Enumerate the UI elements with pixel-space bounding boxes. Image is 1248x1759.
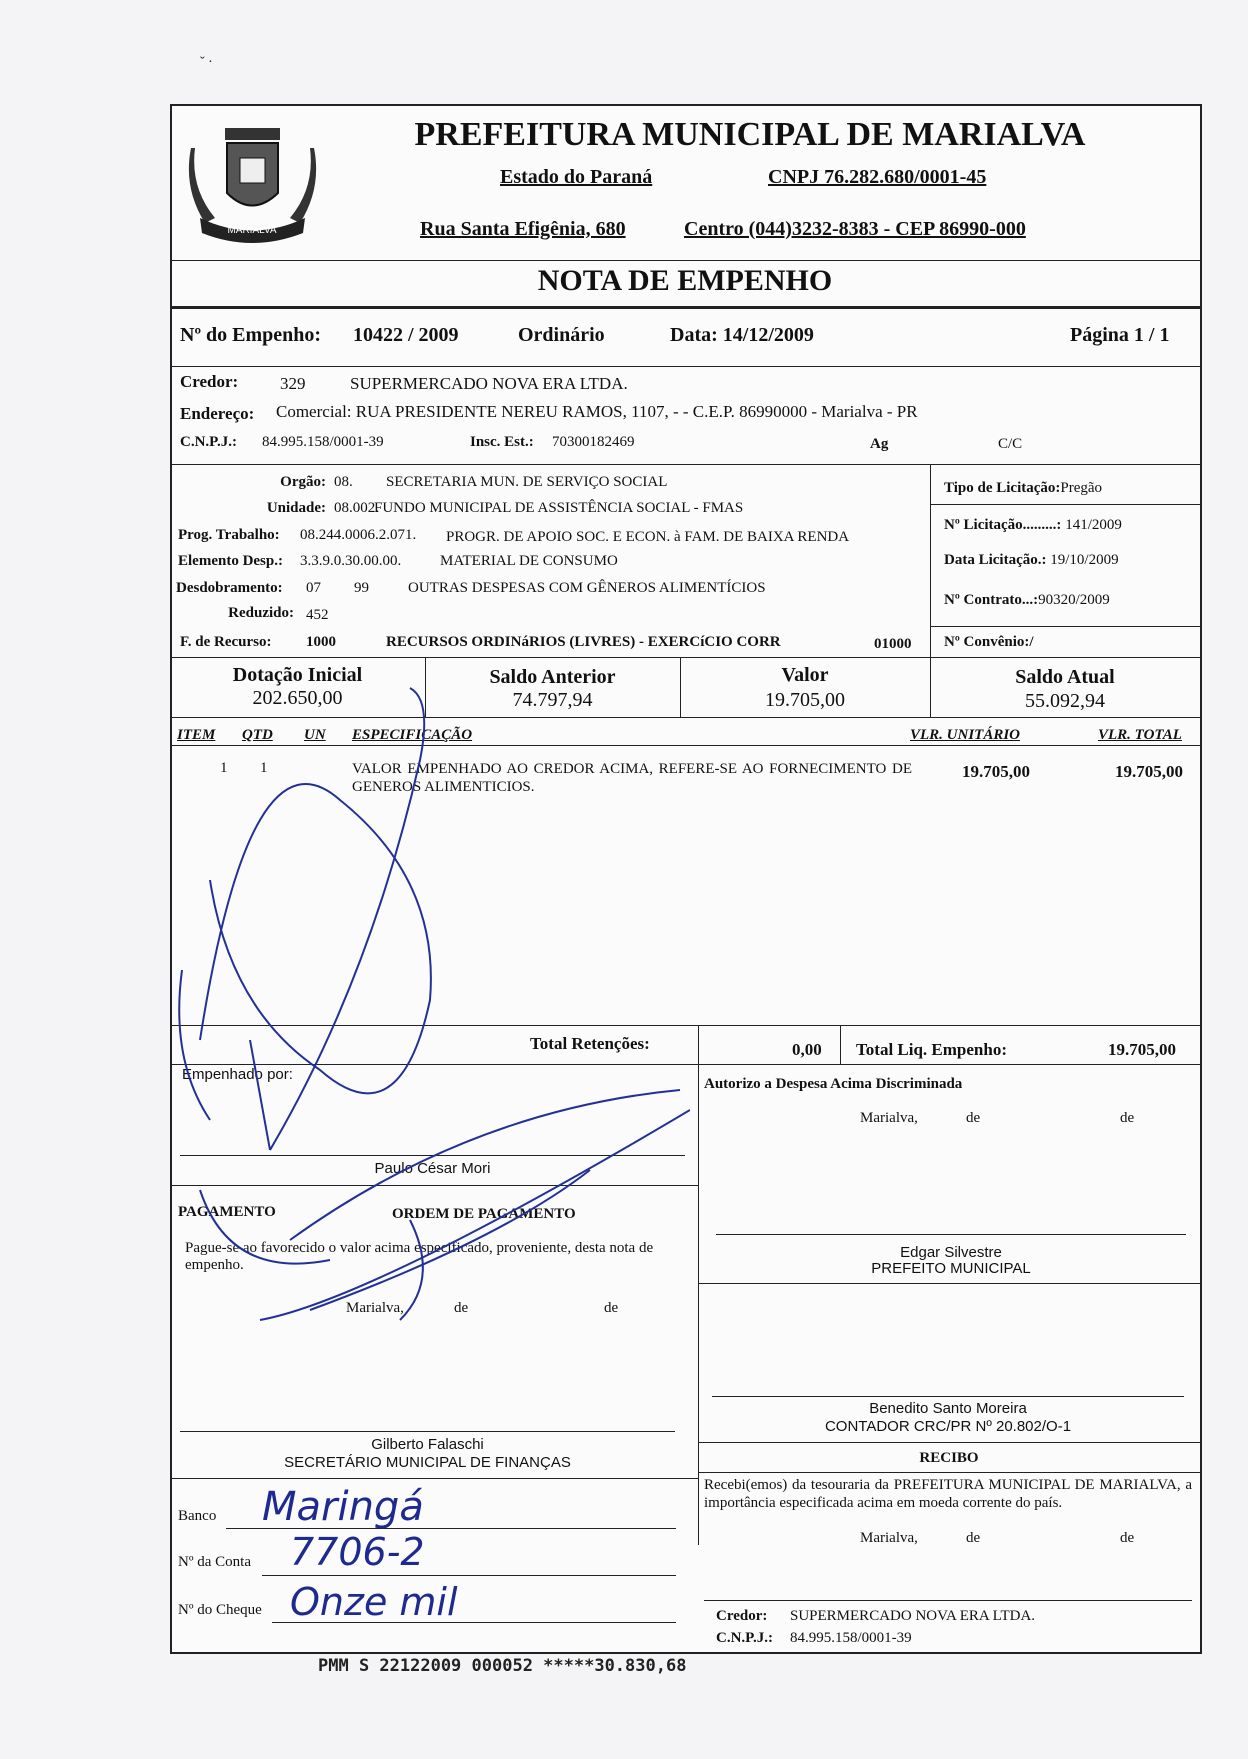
conta-label: Nº da Conta	[178, 1554, 251, 1570]
row-spec: VALOR EMPENHADO AO CREDOR ACIMA, REFERE-SE AO FORNECIMENTO DE GENEROS ALIMENTICIOS.	[352, 761, 912, 795]
cheque-handwritten: Onze mil	[290, 1580, 458, 1624]
saldo-atual-value: 55.092,94	[1025, 690, 1105, 712]
unidade-label: Unidade:	[266, 500, 326, 516]
svg-text:MARIALVA: MARIALVA	[227, 225, 277, 236]
cnpj-label: C.N.P.J.:	[180, 434, 237, 450]
doc-title: NOTA DE EMPENHO	[537, 264, 833, 297]
dotacao-value: 202.650,00	[252, 687, 343, 709]
autorizo-de1: de	[966, 1110, 981, 1126]
orgao-label: Orgão:	[280, 474, 326, 490]
col-vlr-total: VLR. TOTAL	[1098, 727, 1182, 743]
licitacao-tipo: Tipo de Licitação:	[944, 480, 1061, 496]
pagamento-de2: de	[604, 1300, 619, 1316]
credor-name: SUPERMERCADO NOVA ERA LTDA.	[350, 374, 628, 393]
header-address: Rua Santa Efigênia, 680	[420, 218, 626, 240]
banco-label: Banco	[178, 1508, 217, 1524]
total-liq-value: 19.705,00	[1108, 1040, 1176, 1059]
reduzido-label: Reduzido:	[228, 605, 294, 621]
saldo-anterior-value: 74.797,94	[512, 689, 593, 711]
recibo-de2: de	[1120, 1530, 1135, 1546]
header-cnpj: CNPJ 76.282.680/0001-45	[768, 166, 987, 188]
credor-address: Comercial: RUA PRESIDENTE NEREU RAMOS, 1107, - - C.E.P. 86990000 - Marialva - PR	[276, 402, 918, 421]
fonte-code2: 01000	[874, 636, 912, 652]
total-retencoes-value: 0,00	[792, 1040, 822, 1059]
autorizo-label: Autorizo a Despesa Acima Discriminada	[704, 1076, 963, 1092]
desd-name: OUTRAS DESPESAS COM GÊNEROS ALIMENTÍCIOS	[408, 580, 766, 596]
pagamento-text: Pague-se ao favorecido o valor acima especificado, proveniente, desta nota de empenho.	[185, 1240, 654, 1273]
gilberto-name: Gilberto Falaschi	[371, 1436, 484, 1453]
empenho-label: Nº do Empenho:	[180, 324, 322, 346]
recibo-credor: SUPERMERCADO NOVA ERA LTDA.	[790, 1608, 1036, 1624]
pagamento-de1: de	[454, 1300, 469, 1316]
contador-name: Benedito Santo Moreira	[869, 1400, 1027, 1417]
saldo-anterior-label: Saldo Anterior	[489, 666, 616, 688]
unidade-code: 08.002.	[334, 500, 379, 516]
recibo-title: RECIBO	[919, 1450, 979, 1466]
recibo-de1: de	[966, 1530, 981, 1546]
licitacao-num-value: 141/2009	[1065, 517, 1122, 533]
fonte-label: F. de Recurso:	[180, 634, 272, 650]
unidade-name: FUNDO MUNICIPAL DE ASSISTÊNCIA SOCIAL - FMAS	[374, 500, 744, 516]
row-qtd: 1	[260, 760, 268, 776]
pagamento-place: Marialva,	[346, 1300, 404, 1316]
banco-handwritten: Maringá	[262, 1484, 424, 1530]
dotacao-label: Dotação Inicial	[232, 664, 363, 686]
header-title: PREFEITURA MUNICIPAL DE MARIALVA	[414, 116, 1086, 153]
fonte-code: 1000	[306, 634, 336, 650]
recibo-credor-label: Credor:	[716, 1608, 768, 1624]
fonte-name: RECURSOS ORDINáRIOS (LIVRES) - EXERCíCIO CORR	[386, 634, 781, 650]
saldo-atual-label: Saldo Atual	[1015, 666, 1115, 688]
prefeito-role: PREFEITO MUNICIPAL	[871, 1260, 1031, 1277]
reduzido-value: 452	[306, 607, 329, 623]
total-retencoes-label: Total Retenções:	[530, 1034, 650, 1053]
licitacao-tipo-value: Pregão	[1060, 480, 1103, 496]
desd-label: Desdobramento:	[176, 580, 283, 596]
elem-code: 3.3.9.0.30.00.00.	[300, 553, 402, 569]
header-contact: Centro (044)3232-8383 - CEP 86990-000	[684, 218, 1026, 240]
credor-code: 329	[280, 374, 306, 393]
col-qtd: QTD	[242, 727, 273, 743]
valor-label: Valor	[781, 664, 829, 686]
empenho-date: Data: 14/12/2009	[670, 324, 814, 346]
contrato-value: 90320/2009	[1038, 592, 1110, 608]
header-state: Estado do Paraná	[500, 166, 653, 188]
desd-code2: 99	[354, 580, 369, 596]
recibo-cnpj-label: C.N.P.J.:	[716, 1630, 773, 1646]
row-unit: 19.705,00	[962, 762, 1030, 781]
total-liq-label: Total Liq. Empenho:	[856, 1040, 1007, 1059]
municipal-crest-logo	[185, 108, 320, 258]
orgao-name: SECRETARIA MUN. DE SERVIÇO SOCIAL	[386, 474, 668, 490]
licitacao-num-label: Nº Licitação.........:	[944, 517, 1062, 533]
prefeito-name: Edgar Silvestre	[900, 1244, 1002, 1261]
conta-handwritten: 7706-2	[290, 1530, 425, 1574]
prog-label: Prog. Trabalho:	[178, 527, 280, 543]
ordem-pagamento-label: ORDEM DE PAGAMENTO	[392, 1206, 576, 1222]
page-number: Página 1 / 1	[1070, 324, 1170, 346]
empenhado-label: Empenhado por:	[182, 1066, 293, 1083]
convenio-label: Nº Convênio:/	[944, 634, 1034, 650]
recibo-cnpj: 84.995.158/0001-39	[790, 1630, 912, 1646]
insc-label: Insc. Est.:	[470, 434, 534, 450]
orgao-code: 08.	[334, 474, 353, 490]
footer-stamp: PMM S 22122009 000052 *****30.830,68	[318, 1656, 687, 1676]
prog-code: 08.244.0006.2.071.	[300, 527, 417, 543]
gilberto-role: SECRETÁRIO MUNICIPAL DE FINANÇAS	[284, 1454, 571, 1471]
ag-label: Ag	[870, 436, 889, 452]
credor-insc: 70300182469	[552, 434, 635, 450]
col-vlr-unitario: VLR. UNITÁRIO	[910, 727, 1021, 743]
col-un: UN	[304, 727, 326, 743]
cheque-label: Nº do Cheque	[178, 1602, 262, 1618]
autorizo-place: Marialva,	[860, 1110, 918, 1126]
elem-label: Elemento Desp.:	[178, 553, 283, 569]
licitacao-data-label: Data Licitação.:	[944, 552, 1047, 568]
endereco-label: Endereço:	[180, 404, 255, 423]
pagamento-label: PAGAMENTO	[178, 1204, 276, 1220]
credor-cnpj: 84.995.158/0001-39	[262, 434, 384, 450]
row-item: 1	[220, 760, 228, 776]
elem-name: MATERIAL DE CONSUMO	[440, 553, 618, 569]
contrato-label: Nº Contrato...:	[944, 592, 1039, 608]
empenhado-name: Paulo César Mori	[374, 1160, 491, 1177]
autorizo-de2: de	[1120, 1110, 1135, 1126]
recibo-text: Recebi(emos) da tesouraria da PREFEITURA MUNICIPAL DE MARIALVA, a importância especificada acima em moeda corrente do país.	[704, 1477, 1192, 1511]
prog-name: PROGR. DE APOIO SOC. E ECON. à FAM. DE BAIXA RENDA	[446, 529, 850, 545]
empenho-number: 10422 / 2009	[353, 324, 459, 346]
licitacao-tipo-label	[944, 480, 1102, 497]
cc-label: C/C	[998, 436, 1023, 452]
recibo-place: Marialva,	[860, 1530, 918, 1546]
col-especificacao: ESPECIFICAÇÃO	[352, 727, 473, 743]
licitacao-data-value: 19/10/2009	[1050, 552, 1119, 568]
col-item: ITEM	[177, 727, 216, 743]
desd-code1: 07	[306, 580, 321, 596]
scan-mark: ˇ ·	[200, 55, 213, 70]
credor-label: Credor:	[180, 372, 239, 391]
empenho-type: Ordinário	[518, 324, 605, 346]
contador-role: CONTADOR CRC/PR Nº 20.802/O-1	[824, 1418, 1072, 1435]
valor-value: 19.705,00	[765, 689, 845, 711]
row-total: 19.705,00	[1115, 762, 1183, 781]
